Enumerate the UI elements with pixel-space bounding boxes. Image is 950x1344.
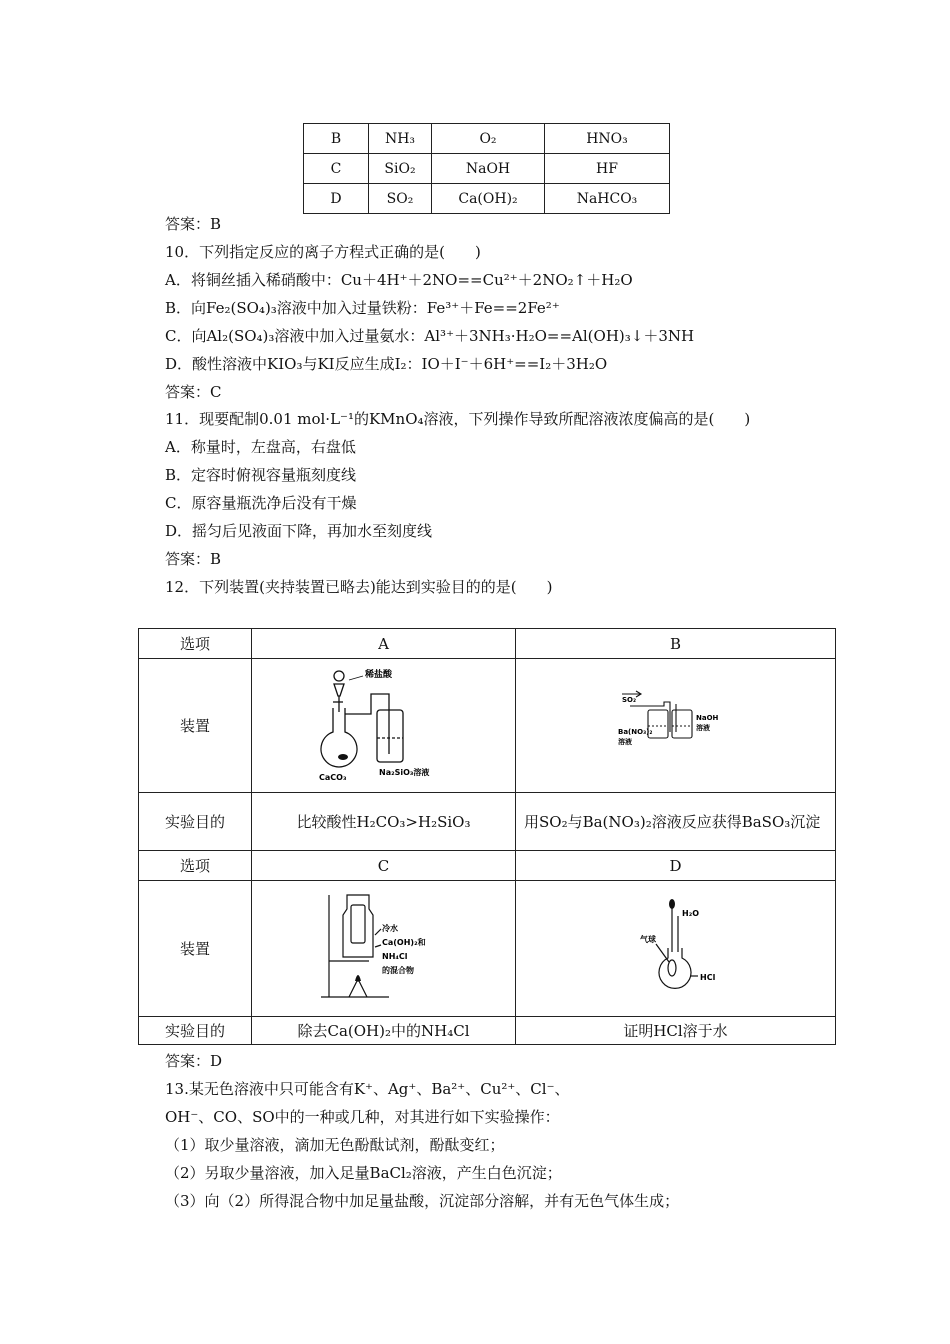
question-11-option-d: D．摇匀后见液面下降，再加水至刻度线 [165,522,433,540]
table-row [139,851,836,881]
apparatus-c-cell [252,881,516,1017]
question-11-option-b: B．定容时俯视容量瓶刻度线 [165,466,357,484]
question-13-step-1: （1）取少量溶液，滴加无色酚酞试剂，酚酞变红； [165,1136,505,1154]
question-12-stem: 12．下列装置(夹持装置已略去)能达到实验目的的是( ) [165,578,553,596]
label-ba-solution: 溶液 [617,737,632,746]
table-cell: NaOH [432,154,545,184]
question-13-step-2: （2）另取少量溶液，加入足量BaCl₂溶液，产生白色沉淀； [165,1164,562,1182]
label-hcl: HCl [699,972,715,982]
question-11-option-c: C．原容量瓶洗净后没有干燥 [165,494,357,512]
table-row [139,629,836,659]
apparatus-table [138,628,836,1045]
question-10-option-a: A．将铜丝插入稀硝酸中：Cu＋4H⁺＋2NO==Cu²⁺＋2NO₂↑＋H₂O [165,271,633,289]
question-10-option-c: C．向Al₂(SO₄)₃溶液中加入过量氨水：Al³⁺＋3NH₃·H₂O==Al(OH)₃↓＋3NH [165,327,695,345]
apparatus-d-cell [516,881,836,1017]
table-cell: B [304,124,369,154]
question-13-step-3: （3）向（2）所得混合物中加足量盐酸，沉淀部分溶解，并有无色气体生成； [165,1192,680,1210]
table-row [304,184,670,214]
table-cell: A [252,629,516,659]
apparatus-d-diagram [626,892,726,1002]
label-dilute-hcl: 稀盐酸 [364,669,392,680]
table-cell: 证明HCl溶于水 [516,1017,836,1045]
table-cell: 选项 [139,629,252,659]
label-naoh-solution: 溶液 [695,723,710,732]
table-cell: HNO₃ [545,124,670,154]
table-cell: D [304,184,369,214]
answer-12: 答案：D [165,1052,223,1070]
table-cell: NaHCO₃ [545,184,670,214]
table-cell: NH₃ [369,124,432,154]
label-caoh2: Ca(OH)₂和 [381,937,426,947]
label-mixture: 的混合物 [381,965,414,975]
label-na2sio3: Na₂SiO₃溶液 [378,767,429,777]
label-so2: SO₂ [621,695,636,704]
table-cell: C [252,851,516,881]
table-cell: 除去Ca(OH)₂中的NH₄Cl [252,1017,516,1045]
table-cell: B [516,629,836,659]
table-cell: 选项 [139,851,252,881]
table-row [139,881,836,1017]
apparatus-a-diagram [309,662,459,786]
answer-10: 答案：C [165,383,222,401]
question-11-stem: 11．现要配制0.01 mol·L⁻¹的KMnO₄溶液，下列操作导致所配溶液浓度偏高的是( ) [165,410,751,428]
table-row [139,793,836,851]
table-cell: O₂ [432,124,545,154]
table-cell: 装置 [139,881,252,1017]
label-naoh: NaOH [695,713,718,722]
table-cell: Ca(OH)₂ [432,184,545,214]
table-cell: C [304,154,369,184]
label-ba-no3: Ba(NO₃)₂ [617,727,652,736]
table-row [139,659,836,793]
label-cold-water: 冷水 [381,923,398,933]
apparatus-a-cell [252,659,516,793]
question-13-stem-1: 13.某无色溶液中只可能含有K⁺、Ag⁺、Ba²⁺、Cu²⁺、Cl⁻、 [165,1080,570,1098]
label-balloon: 气球 [639,934,656,944]
label-caco3: CaCO₃ [318,772,346,782]
question-13-stem-2: OH⁻、CO、SO中的一种或几种，对其进行如下实验操作： [165,1108,560,1126]
table-cell: 装置 [139,659,252,793]
table-cell: 用SO₂与Ba(NO₃)₂溶液反应获得BaSO₃沉淀 [516,793,836,851]
apparatus-c-diagram [319,885,449,1009]
label-nh4cl: NH₄Cl [381,951,408,961]
question-10-stem: 10．下列指定反应的离子方程式正确的是( ) [165,243,481,261]
table-cell: 比较酸性H₂CO₃>H₂SiO₃ [252,793,516,851]
table-cell: 实验目的 [139,1017,252,1045]
table-row [139,1017,836,1045]
question-10-option-b: B．向Fe₂(SO₄)₃溶液中加入过量铁粉：Fe³⁺＋Fe==2Fe²⁺ [165,299,560,317]
apparatus-b-diagram [616,688,736,760]
table-row [304,154,670,184]
apparatus-b-cell [516,659,836,793]
answer-9: 答案：B [165,215,222,233]
options-table [303,123,670,214]
table-cell: 实验目的 [139,793,252,851]
answer-11: 答案：B [165,550,222,568]
question-10-option-d: D．酸性溶液中KIO₃与KI反应生成I₂：IO＋I⁻＋6H⁺==I₂＋3H₂O [165,355,608,373]
table-cell: SiO₂ [369,154,432,184]
question-11-option-a: A．称量时，左盘高，右盘低 [165,438,356,456]
table-cell: D [516,851,836,881]
label-h2o: H₂O [681,908,699,918]
table-cell: SO₂ [369,184,432,214]
table-cell: HF [545,154,670,184]
table-row [304,124,670,154]
